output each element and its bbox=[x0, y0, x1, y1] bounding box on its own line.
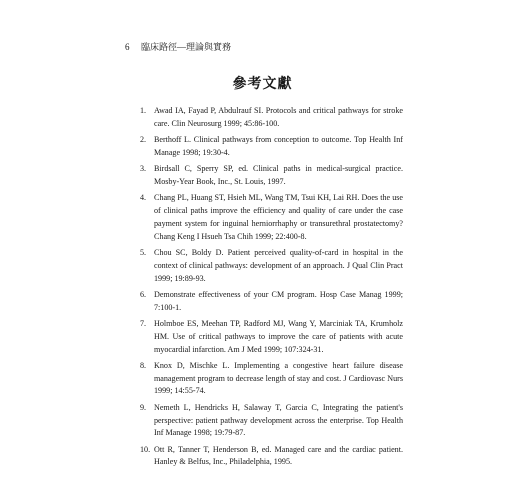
reference-text: Demonstrate effectiveness of your CM program. Hosp Case Manag 1999; 7:100-1. bbox=[154, 289, 403, 312]
reference-text: Berthoff L. Clinical pathways from conception to outcome. Top Health Inf Manage 1998; 19:30-4. bbox=[154, 135, 403, 157]
reference-item bbox=[140, 105, 403, 131]
reference-text: Birdsall C, Sperry SP, ed. Clinical paths in medical-surgical practice. Mosby-Year Book, Inc., St. Louis, 1997. bbox=[154, 164, 403, 186]
reference-item bbox=[140, 289, 403, 315]
reference-number: 5. bbox=[140, 247, 147, 257]
reference-text: Awad IA, Fayad P, Abdulrauf SI. Protocols and critical pathways for stroke care. Clin Neurosurg 1999; 45:86-100. bbox=[154, 106, 403, 128]
reference-item bbox=[140, 444, 403, 470]
reference-item bbox=[140, 247, 403, 285]
reference-item bbox=[140, 192, 403, 243]
reference-text: Ott R, Tanner T, Henderson B, ed. Managed care and the cardiac patient. Hanley & Belfus, Inc., Philadelphia, 1995. bbox=[154, 444, 403, 467]
reference-text: Nemeth L, Hendricks H, Salaway T, Garcia C, Integrating the patient's perspective: patient pathway development across the enterprise. Top Health Inf Manage 1998; 19:79-87. bbox=[154, 402, 403, 438]
reference-number: 1. bbox=[140, 106, 147, 115]
reference-number: 4. bbox=[140, 193, 147, 203]
reference-number: 9. bbox=[140, 402, 147, 412]
reference-number: 2. bbox=[140, 135, 147, 145]
reference-item bbox=[140, 134, 403, 160]
reference-text: Holmboe ES, Meehan TP, Radford MJ, Wang Y, Marciniak TA, Krumholz HM. Use of critical pathways to improve the care of patients with acute myocardial infarction. Am J Med 1999; 107:324-31. bbox=[154, 318, 403, 354]
reference-number: 6. bbox=[140, 289, 147, 299]
section-title: 參考文獻 bbox=[232, 76, 293, 92]
reference-text: Chang PL, Huang ST, Hsieh ML, Wang TM, Tsui KH, Lai RH. Does the use of clinical paths improve the efficiency and quality of care under the case payment system for inguinal herniorrhaphy or transurethral prostatectomy? Chang Keng I Hsueh Tsa Chih 1999; 22:400-8. bbox=[154, 193, 403, 241]
reference-item bbox=[140, 402, 403, 440]
page-number: 6 bbox=[125, 42, 130, 52]
running-title: 臨床路徑—理論與實務 bbox=[141, 42, 232, 52]
reference-text: Knox D, Mischke L. Implementing a congestive heart failure disease management program to decrease length of stay and cost. J Cardiovasc Nurs 1999; 14:55-74. bbox=[154, 360, 403, 396]
reference-number: 10. bbox=[140, 444, 151, 454]
reference-list bbox=[140, 105, 403, 473]
reference-item bbox=[140, 360, 403, 398]
reference-item bbox=[140, 318, 403, 356]
reference-item bbox=[140, 163, 403, 189]
running-header bbox=[125, 42, 231, 53]
reference-number: 7. bbox=[140, 318, 147, 328]
reference-number: 8. bbox=[140, 360, 147, 370]
reference-text: Chou SC, Boldy D. Patient perceived quality-of-card in hospital in the context of clinical pathways: development of an approach. J Qual Clin Pract 1999; 19:89-93. bbox=[154, 247, 403, 283]
reference-number: 3. bbox=[140, 164, 147, 174]
